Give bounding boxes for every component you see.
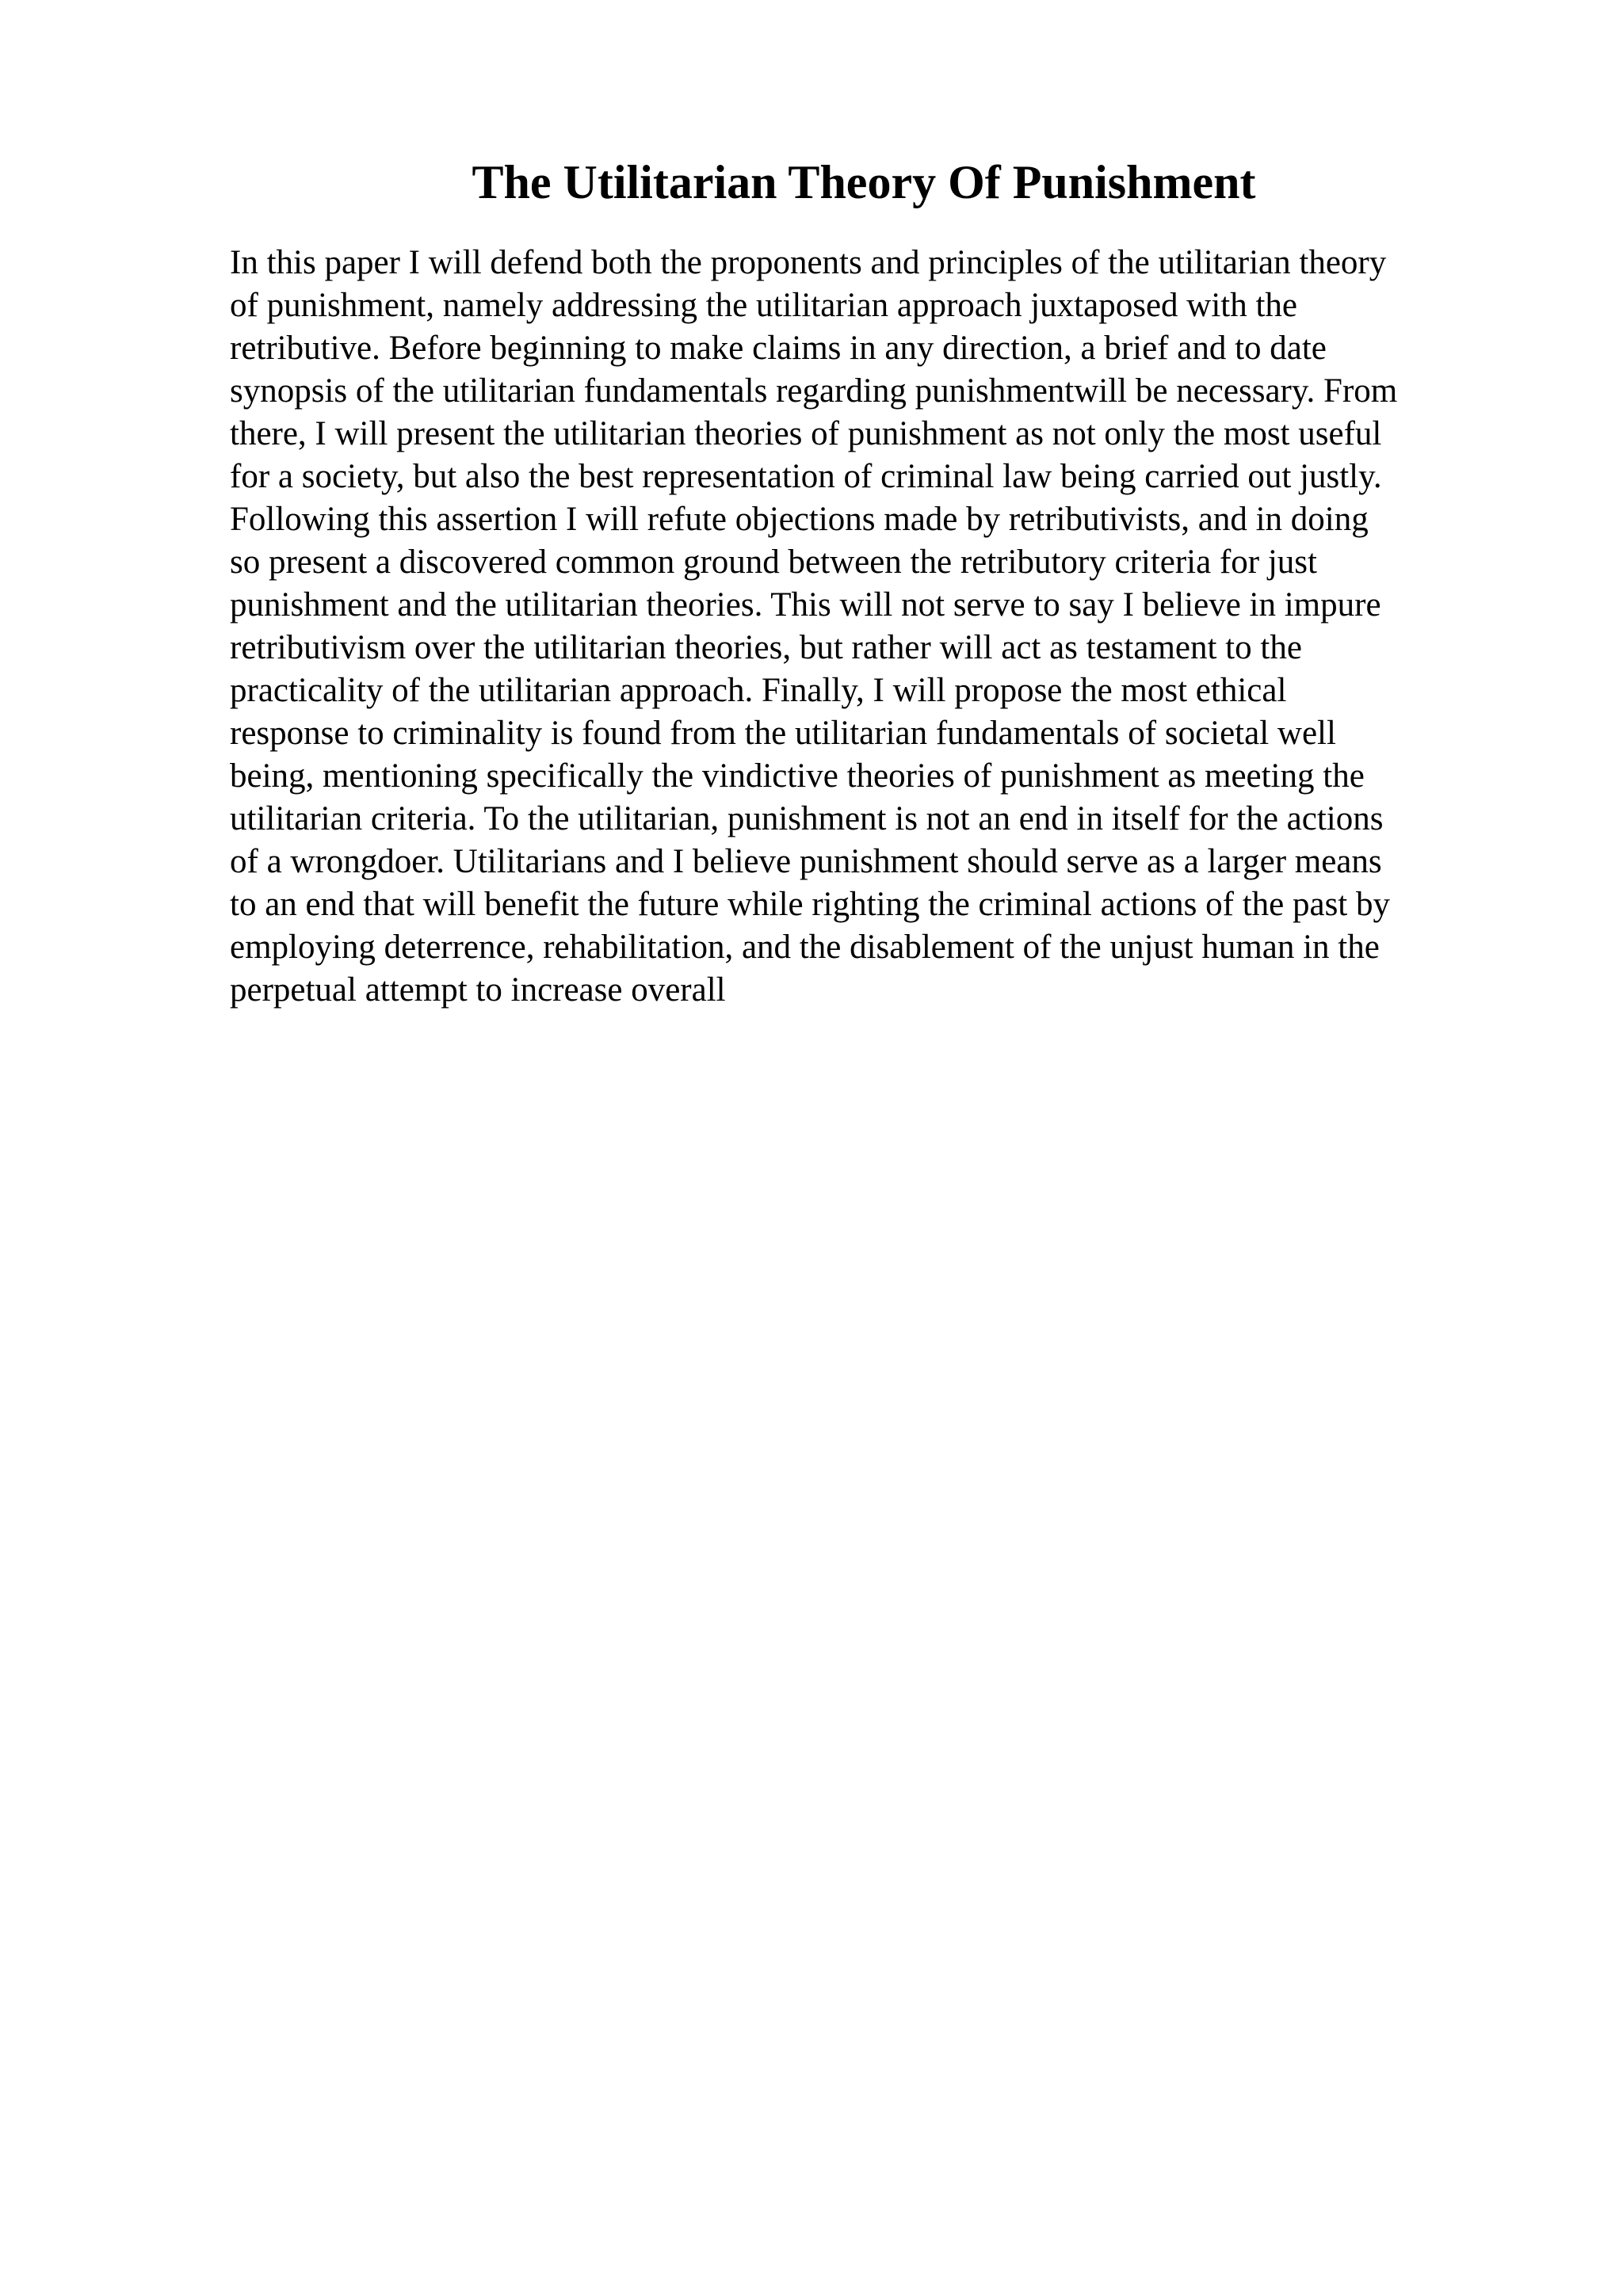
body-line: of a wrongdoer. Utilitarians and I believe punishment should serve as a larger means — [230, 843, 1382, 880]
body-line: to an end that will benefit the future while righting the criminal actions of the past by — [230, 886, 1390, 923]
body-line: of punishment, namely addressing the utilitarian approach juxtaposed with the — [230, 287, 1298, 324]
body-line: there, I will present the utilitarian theories of punishment as not only the most useful — [230, 415, 1382, 452]
body-line: employing deterrence, rehabilitation, and the disablement of the unjust human in the — [230, 929, 1380, 966]
document-body — [230, 242, 1561, 1012]
body-line: being, mentioning specifically the vindictive theories of punishment as meeting the — [230, 757, 1365, 795]
body-line: practicality of the utilitarian approach. Finally, I will propose the most ethical — [230, 672, 1287, 709]
document-title: The Utilitarian Theory Of Punishment — [472, 156, 1256, 208]
body-line: retributivism over the utilitarian theories, but rather will act as testament to the — [230, 629, 1302, 666]
body-line: Following this assertion I will refute objections made by retributivists, and in doing — [230, 501, 1369, 538]
body-line: synopsis of the utilitarian fundamentals regarding punishmentwill be necessary. From — [230, 372, 1398, 410]
body-line: response to criminality is found from the utilitarian fundamentals of societal well — [230, 715, 1336, 752]
body-line: for a society, but also the best representation of criminal law being carried out justly. — [230, 458, 1382, 495]
body-line: retributive. Before beginning to make claims in any direction, a brief and to date — [230, 330, 1327, 367]
body-line: punishment and the utilitarian theories. This will not serve to say I believe in impure — [230, 586, 1381, 624]
body-line: utilitarian criteria. To the utilitarian, punishment is not an end in itself for the actions — [230, 800, 1384, 837]
body-line: so present a discovered common ground between the retributory criteria for just — [230, 543, 1317, 581]
body-line: perpetual attempt to increase overall — [230, 971, 726, 1009]
body-line: In this paper I will defend both the proponents and principles of the utilitarian theory — [230, 244, 1387, 281]
